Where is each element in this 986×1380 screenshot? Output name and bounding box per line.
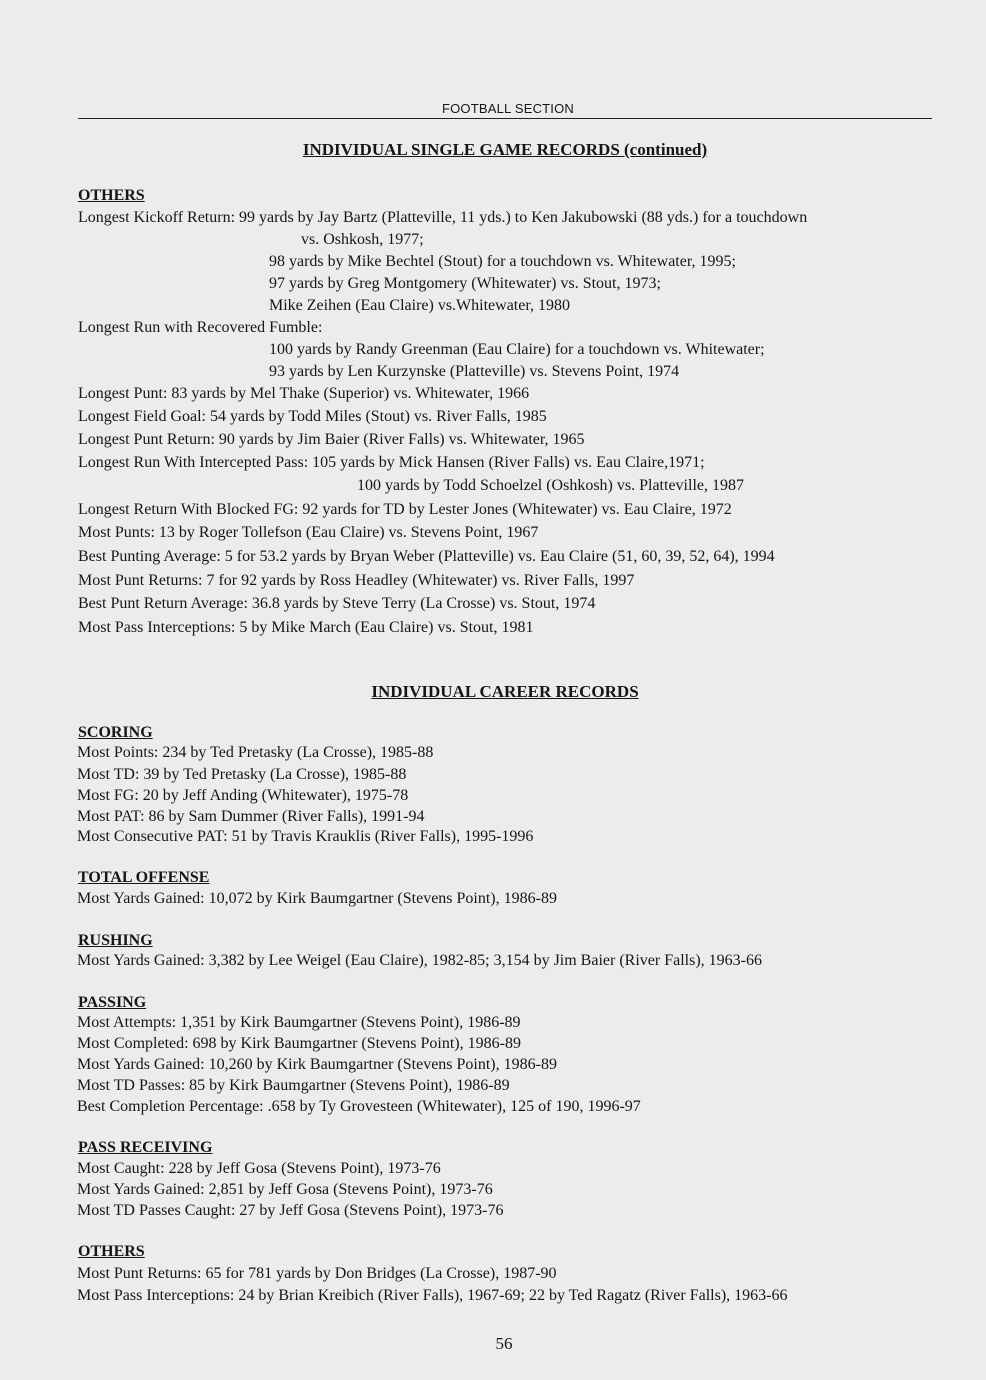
scoring-heading: SCORING bbox=[78, 724, 153, 741]
record-line: Most Punt Returns: 65 for 781 yards by Don Bridges (La Crosse), 1987-90 bbox=[77, 1265, 557, 1282]
record-line: Longest Return With Blocked FG: 92 yards for TD by Lester Jones (Whitewater) vs. Eau Claire, 1972 bbox=[78, 501, 732, 518]
career-title: INDIVIDUAL CAREER RECORDS bbox=[371, 682, 639, 701]
record-line: Longest Punt Return: 90 yards by Jim Baier (River Falls) vs. Whitewater, 1965 bbox=[78, 431, 585, 448]
record-line: Longest Field Goal: 54 yards by Todd Miles (Stout) vs. River Falls, 1985 bbox=[78, 408, 547, 425]
record-line: Most Completed: 698 by Kirk Baumgartner (Stevens Point), 1986-89 bbox=[77, 1035, 521, 1052]
record-line: Most Pass Interceptions: 24 by Brian Kreibich (River Falls), 1967-69; 22 by Ted Ragatz (River Falls), 1963-66 bbox=[77, 1287, 788, 1304]
single-game-title: INDIVIDUAL SINGLE GAME RECORDS (continued) bbox=[302, 140, 708, 159]
record-line: Most Pass Interceptions: 5 by Mike March (Eau Claire) vs. Stout, 1981 bbox=[78, 619, 534, 636]
record-line: Most TD Passes Caught: 27 by Jeff Gosa (Stevens Point), 1973-76 bbox=[77, 1202, 504, 1219]
section-header: FOOTBALL SECTION bbox=[441, 101, 575, 116]
record-line: Mike Zeihen (Eau Claire) vs.Whitewater, 1980 bbox=[269, 297, 571, 314]
rushing-heading: RUSHING bbox=[78, 932, 153, 949]
record-line: Most Yards Gained: 10,260 by Kirk Baumgartner (Stevens Point), 1986-89 bbox=[77, 1056, 557, 1073]
record-line: Most Caught: 228 by Jeff Gosa (Stevens Point), 1973-76 bbox=[77, 1160, 441, 1177]
others-heading: OTHERS bbox=[78, 187, 145, 204]
record-line: Longest Run with Recovered Fumble: bbox=[78, 319, 323, 336]
passing-heading: PASSING bbox=[78, 994, 147, 1011]
record-line: Most Yards Gained: 3,382 by Lee Weigel (Eau Claire), 1982-85; 3,154 by Jim Baier (River Falls), 1963-66 bbox=[77, 952, 762, 969]
record-line: Most Punt Returns: 7 for 92 yards by Ross Headley (Whitewater) vs. River Falls, 1997 bbox=[78, 572, 635, 589]
record-line: Most Yards Gained: 2,851 by Jeff Gosa (Stevens Point), 1973-76 bbox=[77, 1181, 493, 1198]
record-line: Best Punt Return Average: 36.8 yards by Steve Terry (La Crosse) vs. Stout, 1974 bbox=[78, 595, 596, 612]
total-offense-heading: TOTAL OFFENSE bbox=[78, 869, 210, 886]
record-line: Best Punting Average: 5 for 53.2 yards by Bryan Weber (Platteville) vs. Eau Claire (51, 60, 39, 52, 64), 1994 bbox=[78, 548, 775, 565]
record-line: 100 yards by Todd Schoelzel (Oshkosh) vs. Platteville, 1987 bbox=[357, 477, 744, 494]
record-line: 93 yards by Len Kurzynske (Platteville) vs. Stevens Point, 1974 bbox=[269, 363, 680, 380]
record-line: Most FG: 20 by Jeff Anding (Whitewater), 1975-78 bbox=[77, 787, 409, 804]
career-others-heading: OTHERS bbox=[78, 1243, 145, 1260]
record-line: Most TD: 39 by Ted Pretasky (La Crosse), 1985-88 bbox=[77, 766, 407, 783]
record-line: Most PAT: 86 by Sam Dummer (River Falls), 1991-94 bbox=[77, 808, 425, 825]
record-line: Most Consecutive PAT: 51 by Travis Krauklis (River Falls), 1995-1996 bbox=[77, 828, 534, 845]
record-line: Longest Punt: 83 yards by Mel Thake (Superior) vs. Whitewater, 1966 bbox=[78, 385, 530, 402]
record-line: Longest Kickoff Return: 99 yards by Jay Bartz (Platteville, 11 yds.) to Ken Jakubowski (88 yds.) for a touchdown bbox=[78, 209, 808, 226]
record-line: vs. Oshkosh, 1977; bbox=[301, 231, 424, 248]
record-line: Most Yards Gained: 10,072 by Kirk Baumgartner (Stevens Point), 1986-89 bbox=[77, 890, 557, 907]
record-line: Most Points: 234 by Ted Pretasky (La Crosse), 1985-88 bbox=[77, 744, 434, 761]
record-line: 98 yards by Mike Bechtel (Stout) for a touchdown vs. Whitewater, 1995; bbox=[269, 253, 736, 270]
record-line: Best Completion Percentage: .658 by Ty Grovesteen (Whitewater), 125 of 190, 1996-97 bbox=[77, 1098, 641, 1115]
record-line: Most TD Passes: 85 by Kirk Baumgartner (Stevens Point), 1986-89 bbox=[77, 1077, 510, 1094]
record-line: Most Attempts: 1,351 by Kirk Baumgartner (Stevens Point), 1986-89 bbox=[77, 1014, 521, 1031]
header-rule bbox=[78, 118, 932, 119]
record-line: Longest Run With Intercepted Pass: 105 yards by Mick Hansen (River Falls) vs. Eau Claire,1971; bbox=[78, 454, 705, 471]
record-line: 100 yards by Randy Greenman (Eau Claire) for a touchdown vs. Whitewater; bbox=[269, 341, 765, 358]
record-line: Most Punts: 13 by Roger Tollefson (Eau Claire) vs. Stevens Point, 1967 bbox=[78, 524, 539, 541]
pass-receiving-heading: PASS RECEIVING bbox=[78, 1139, 213, 1156]
record-line: 97 yards by Greg Montgomery (Whitewater) vs. Stout, 1973; bbox=[269, 275, 661, 292]
page-number: 56 bbox=[495, 1334, 513, 1353]
